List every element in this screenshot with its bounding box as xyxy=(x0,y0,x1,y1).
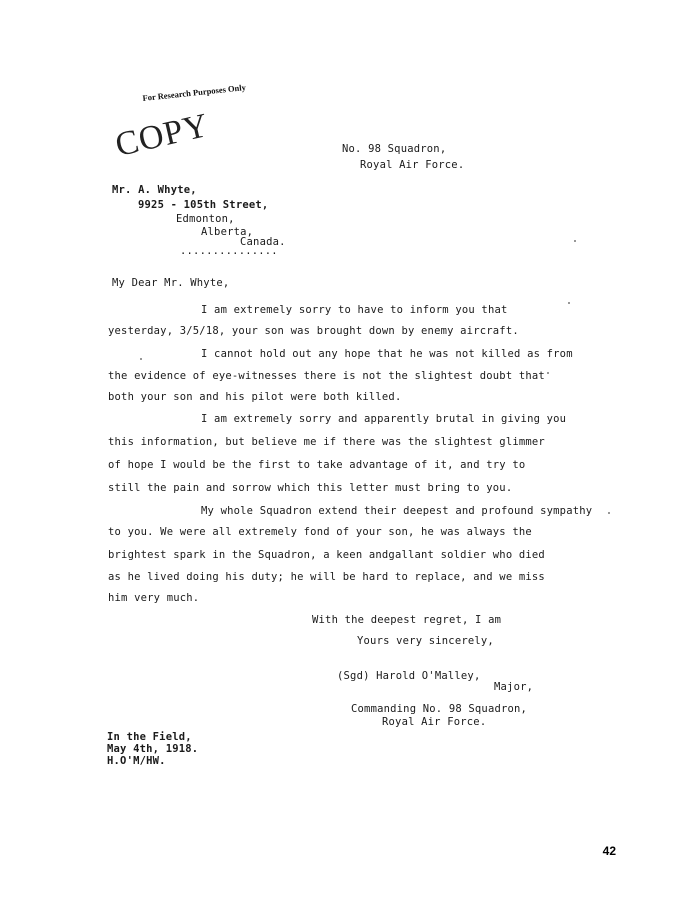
scan-speck xyxy=(574,240,576,242)
body-line: the evidence of eye-witnesses there is not the slightest doubt that xyxy=(108,370,545,382)
recipient-street: 9925 - 105th Street, xyxy=(138,199,269,211)
body-line: still the pain and sorrow which this letter must bring to you. xyxy=(108,482,513,494)
salutation: My Dear Mr. Whyte, xyxy=(112,277,230,289)
body-line: yesterday, 3/5/18, your son was brought down by enemy aircraft. xyxy=(108,325,519,337)
body-line: brightest spark in the Squadron, a keen andgallant soldier who died xyxy=(108,549,545,561)
body-line: of hope I would be the first to take advantage of it, and try to xyxy=(108,459,526,471)
recipient-name: Mr. A. Whyte, xyxy=(112,184,197,196)
footer-place: In the Field, xyxy=(107,731,192,743)
closing-sincerely: Yours very sincerely, xyxy=(357,635,494,647)
signature-title-1: Commanding No. 98 Squadron, xyxy=(351,703,528,715)
signature-name: (Sgd) Harold O'Malley, xyxy=(337,670,481,682)
scan-speck xyxy=(547,372,549,374)
body-line: I am extremely sorry to have to inform you that xyxy=(201,304,508,316)
page-number: 42 xyxy=(602,844,616,858)
body-line: him very much. xyxy=(108,592,200,604)
sender-line-2: Royal Air Force. xyxy=(360,159,465,171)
footer-date: May 4th, 1918. xyxy=(107,743,199,755)
recipient-city: Edmonton, xyxy=(176,213,235,225)
body-line: both your son and his pilot were both killed. xyxy=(108,391,402,403)
signature-rank: Major, xyxy=(494,681,534,693)
research-purposes-stamp: For Research Purposes Only xyxy=(142,82,247,103)
body-line: I am extremely sorry and apparently brutal in giving you xyxy=(201,413,567,425)
body-line: My whole Squadron extend their deepest and profound sympathy xyxy=(201,505,593,517)
recipient-rule: ............... xyxy=(180,245,278,257)
body-line: I cannot hold out any hope that he was not killed as from xyxy=(201,348,573,360)
closing-regret: With the deepest regret, I am xyxy=(312,614,502,626)
scan-speck xyxy=(568,302,570,304)
body-line: to you. We were all extremely fond of your son, he was always the xyxy=(108,526,532,538)
recipient-country: Canada. xyxy=(240,236,286,248)
body-line: this information, but believe me if there was the slightest glimmer xyxy=(108,436,545,448)
body-line: as he lived doing his duty; he will be hard to replace, and we miss xyxy=(108,571,545,583)
recipient-province: Alberta, xyxy=(201,226,254,238)
copy-stamp: COPY xyxy=(112,106,213,165)
sender-line-1: No. 98 Squadron, xyxy=(342,143,447,155)
signature-title-2: Royal Air Force. xyxy=(382,716,487,728)
scan-speck xyxy=(140,358,142,360)
scan-speck xyxy=(608,512,610,514)
footer-initials: H.O'M/HW. xyxy=(107,755,166,767)
